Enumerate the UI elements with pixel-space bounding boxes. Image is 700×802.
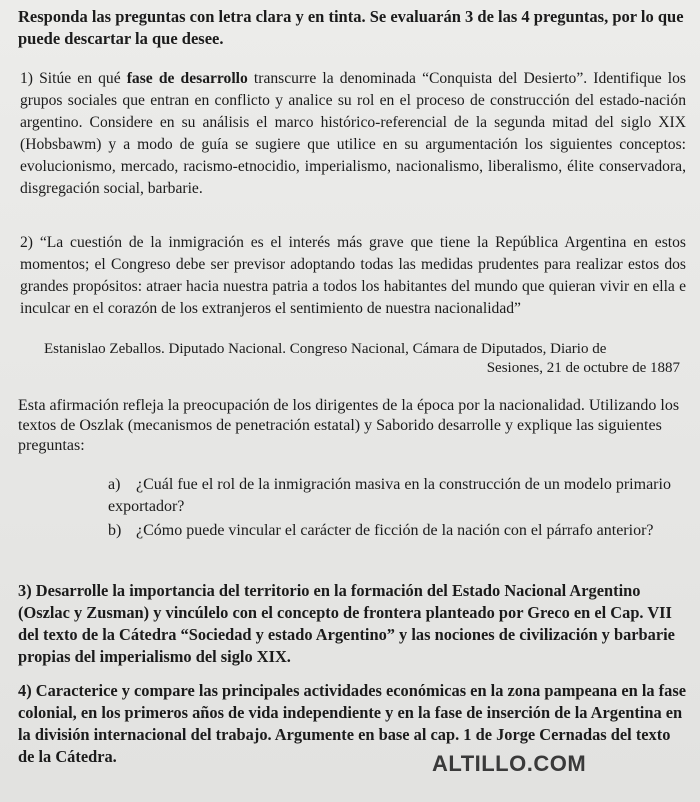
question-1 — [18, 68, 686, 200]
question-2-quote: 2) “La cuestión de la inmigración es el interés más grave que tiene la República Argentina en estos momentos; el Congreso debe ser previsor adoptando todas las medidas prudentes para realizar estos dos grandes propósitos: atraer hacia nuestra patria a todos los habitantes del mundo que quieran vivir en ella e inculcar en el corazón de los extranjeros el sentimiento de nuestra nacionalidad” — [20, 234, 686, 317]
question-2-sub-b — [108, 520, 682, 542]
question-4: 4) Caracterice y compare las principales actividades económicas en la zona pampeana en la fase colonial, en los primeros años de vida independiente y en la fase de inserción de la Argentina en la división internacional del trabajo. Argumente en base al cap. 1 de Jorge Cernadas del texto de la Cátedra. — [18, 681, 686, 766]
question-2-sub-a — [108, 474, 682, 518]
instructions: Responda las preguntas con letra clara y en tinta. Se evaluarán 3 de las 4 preguntas, por lo que puede descartar la que desee. — [18, 7, 684, 48]
sub-b-text: ¿Cómo puede vincular el carácter de ficción de la nación con el párrafo anterior? — [136, 522, 654, 539]
sub-a-text: ¿Cuál fue el rol de la inmigración masiva en la construcción de un modelo primario exportador? — [108, 476, 671, 515]
quote-citation — [44, 340, 680, 378]
question-2-paragraph: Esta afirmación refleja la preocupación de los dirigentes de la época por la nacionalidad. Utilizando los textos de Oszlak (mecanismos de penetración estatal) y Saborido desarrolle y explique las siguientes preguntas: — [18, 397, 680, 454]
citation-line-2: Sesiones, 21 de octubre de 1887 — [486, 360, 680, 376]
sub-a-label: a) — [108, 476, 121, 493]
citation-line-1: Estanislao Zeballos. Diputado Nacional. Congreso Nacional, Cámara de Diputados, Diario de — [44, 341, 607, 357]
question-1-body: transcurre la denominada “Conquista del Desierto”. Identifique los grupos sociales que entran en conflicto y analice su rol en el proceso de construcción del estado-nación argentino. Considere en su análisis el marco histórico-referencial de la segunda mitad del siglo XIX (Hobsbawm) y a modo de guía se sugiere que utilice en su argumentación los siguientes conceptos: evolucionismo, mercado, racismo-etnocidio, imperialismo, nacionalismo, liberalismo, élite conservadora, disgregación social, barbarie. — [20, 70, 686, 197]
question-3: 3) Desarrolle la importancia del territorio en la formación del Estado Nacional Argentino (Oszlac y Zusman) y vincúlelo con el concepto de frontera planteado por Greco en el Cap. VII del texto de la Cátedra “Sociedad y estado Argentino” y las nociones de civilización y barbarie propias del imperialismo del siglo XIX. — [18, 581, 675, 666]
question-1-emphasis: fase de desarrollo — [126, 70, 248, 87]
sub-b-label: b) — [108, 522, 122, 539]
watermark: ALTILLO.COM — [432, 751, 587, 776]
question-1-prefix: 1) Sitúe en qué — [20, 70, 127, 87]
